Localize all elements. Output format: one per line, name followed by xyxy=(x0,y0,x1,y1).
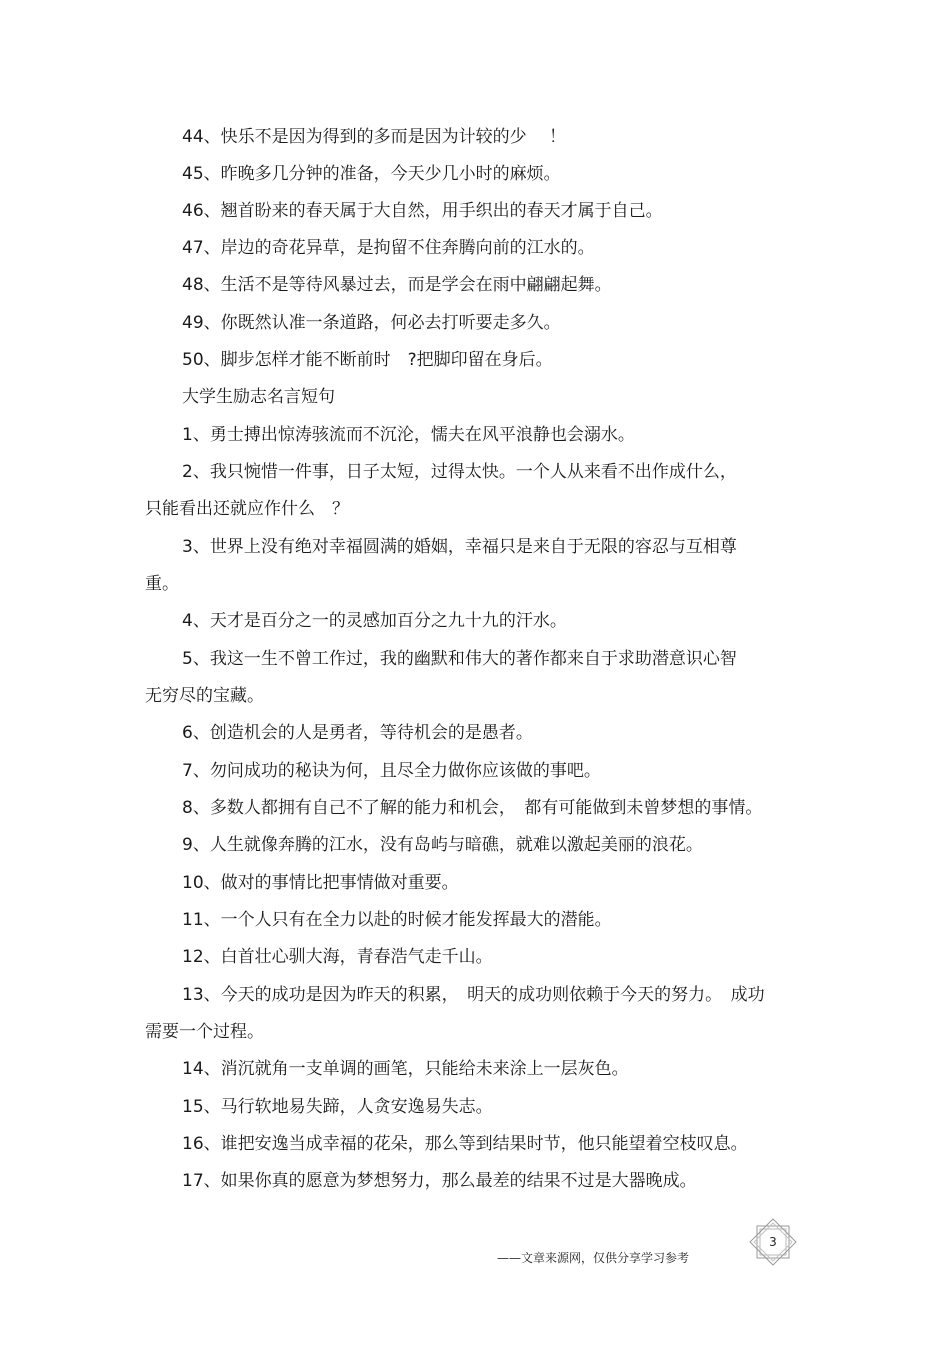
text-line-9: 9、人生就像奔腾的江水，没有岛屿与暗礁，就难以激起美丽的浪花。 xyxy=(182,835,703,855)
text-line-4: 4、天才是百分之一的灵感加百分之九十九的汗水。 xyxy=(182,611,567,631)
text-line-12: 12、白首壮心驯大海，青春浩气走千山。 xyxy=(182,947,493,967)
page-number-badge xyxy=(748,1217,798,1267)
text-line-13-cont: 需要一个过程。 xyxy=(145,1022,264,1042)
text-line-47: 47、岸边的奇花异草，是拘留不住奔腾向前的江水的。 xyxy=(182,238,595,258)
text-line-11: 11、一个人只有在全力以赴的时候才能发挥最大的潜能。 xyxy=(182,910,612,930)
text-line-44: 44、快乐不是因为得到的多而是因为计较的少 ！ xyxy=(182,127,567,147)
text-line-49: 49、你既然认准一条道路，何必去打听要走多久。 xyxy=(182,313,561,333)
text-line-16: 16、谁把安逸当成幸福的花朵，那么等到结果时节，他只能望着空枝叹息。 xyxy=(182,1134,748,1154)
text-line-10: 10、做对的事情比把事情做对重要。 xyxy=(182,873,459,893)
text-line-8: 8、多数人都拥有自己不了解的能力和机会， 都有可能做到未曾梦想的事情。 xyxy=(182,798,763,818)
text-line-50: 50、脚步怎样才能不断前时 ?把脚印留在身后。 xyxy=(182,350,553,370)
text-line-46: 46、翘首盼来的春天属于大自然，用手织出的春天才属于自己。 xyxy=(182,201,663,221)
text-line-2: 2、我只惋惜一件事，日子太短，过得太快。一个人从来看不出作成什么， xyxy=(182,462,737,482)
text-line-2-cont: 只能看出还就应作什么 ？ xyxy=(145,499,349,519)
text-line-7: 7、勿问成功的秘诀为何，且尽全力做你应该做的事吧。 xyxy=(182,761,601,781)
page-number: 3 xyxy=(769,1235,777,1249)
text-line-5-cont: 无穷尽的宝藏。 xyxy=(145,686,264,706)
text-line-17: 17、如果你真的愿意为梦想努力，那么最差的结果不过是大器晚成。 xyxy=(182,1171,697,1191)
footer-source-note: ——文章来源网，仅供分享学习参考 xyxy=(497,1251,690,1265)
text-line-1: 1、勇士搏出惊涛骇流而不沉沦，懦夫在风平浪静也会溺水。 xyxy=(182,425,635,445)
text-line-15: 15、马行软地易失蹄，人贪安逸易失志。 xyxy=(182,1097,493,1117)
text-line-14: 14、消沉就角一支单调的画笔，只能给未来涂上一层灰色。 xyxy=(182,1059,629,1079)
text-line-3: 3、世界上没有绝对幸福圆满的婚姻，幸福只是来自于无限的容忍与互相尊 xyxy=(182,537,737,557)
section-heading: 大学生励志名言短句 xyxy=(182,387,335,407)
text-line-45: 45、昨晚多几分钟的准备，今天少几小时的麻烦。 xyxy=(182,164,561,184)
text-line-6: 6、创造机会的人是勇者，等待机会的是愚者。 xyxy=(182,723,533,743)
text-line-48: 48、生活不是等待风暴过去，而是学会在雨中翩翩起舞。 xyxy=(182,275,612,295)
text-line-3-cont: 重。 xyxy=(145,574,179,594)
text-line-13: 13、今天的成功是因为昨天的积累， 明天的成功则依赖于今天的努力。 成功 xyxy=(182,985,765,1005)
text-line-5: 5、我这一生不曾工作过，我的幽默和伟大的著作都来自于求助潜意识心智 xyxy=(182,649,737,669)
